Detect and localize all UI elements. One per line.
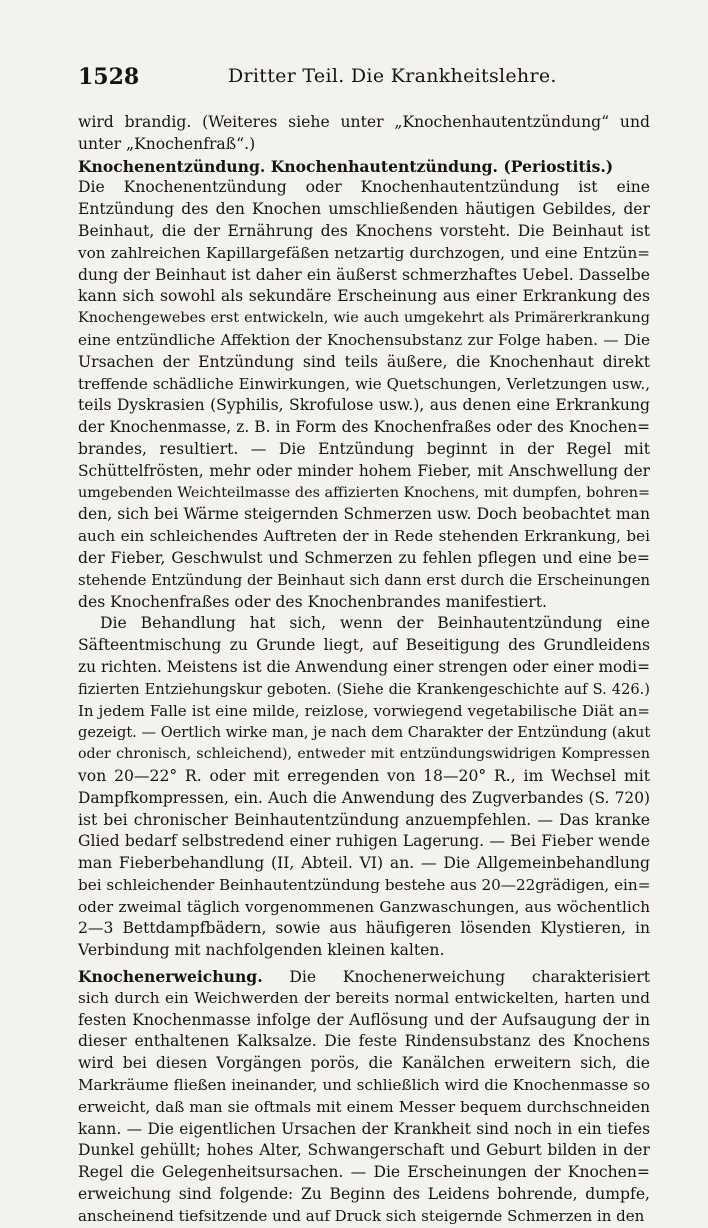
section-heading: Knochenentzündung. Knochenhautentzündung. (Periostitis.) <box>78 156 614 176</box>
body-text <box>78 112 650 1228</box>
text-line: des Knochenfraßes oder des Knochenbrandes manifestiert. <box>78 592 547 611</box>
text-line: auch ein schleichendes Auftreten der in Rede stehenden Erkrankung, bei <box>78 527 650 546</box>
text-line: bei schleichender Beinhautentzündung bestehe aus 20—22grädigen, ein= <box>78 875 651 894</box>
section-knochenerweichung <box>78 966 650 1228</box>
text-line: der Fieber, Geschwulst und Schmerzen zu fehlen pflegen und eine be= <box>78 548 650 567</box>
text-line: Verbindung mit nachfolgenden kleinen kalten. <box>78 941 445 960</box>
text-line: oder zweimal täglich vorgenommenen Ganzwaschungen, aus wöchentlich <box>78 897 650 916</box>
text-line: umgebenden Weichteilmasse des affizierten Knochens, mit dumpfen, bohren= <box>78 484 651 501</box>
text-line: 2—3 Bettdampfbädern, sowie aus häufigeren lösenden Klystieren, in <box>78 919 650 938</box>
text-line: treffende schädliche Einwirkungen, wie Quetschungen, Verletzungen usw., <box>78 374 650 393</box>
text-line: dung der Beinhaut ist daher ein äußerst schmerzhaftes Uebel. Dasselbe <box>78 265 650 284</box>
text-line: anscheinend tiefsitzende und auf Druck sich steigernde Schmerzen in den <box>78 1206 645 1225</box>
text-line: Ursachen der Entzündung sind teils äußere, die Knochenhaut direkt <box>78 352 650 371</box>
text-line: von zahlreichen Kapillargefäßen netzartig durchzogen, und eine Entzün= <box>78 243 650 262</box>
text-line: kann sich sowohl als sekundäre Erscheinung aus einer Erkrankung des <box>78 287 650 306</box>
text-line: Markräume fließen ineinander, und schließlich wird die Knochenmasse so <box>78 1076 650 1095</box>
text-line: Knochengewebes erst entwickeln, wie auch umgekehrt als Primärerkrankung <box>78 310 650 327</box>
text-line: In jedem Falle ist eine milde, reizlose, vorwiegend vegetabilische Diät an= <box>78 701 650 720</box>
text-line: sich durch ein Weichwerden der bereits normal entwickelten, harten und <box>78 988 650 1007</box>
text-line: eine entzündliche Affektion der Knochensubstanz zur Folge haben. — Die <box>78 330 650 349</box>
page-number: 1528 <box>78 64 140 90</box>
text-line: oder chronisch, schleichend), entweder mit entzündungswidrigen Kompressen <box>78 746 650 763</box>
text-line: Entzündung des den Knochen umschließenden häutigen Gebildes, der <box>78 200 650 219</box>
text-line: zu richten. Meistens ist die Anwendung einer strengen oder einer modi= <box>78 657 650 676</box>
text-line: brandes, resultiert. — Die Entzündung beginnt in der Regel mit <box>78 439 650 458</box>
text-line: der Knochenmasse, z. B. in Form des Knochenfraßes oder des Knochen= <box>78 418 650 437</box>
text-line: stehende Entzündung der Beinhaut sich dann erst durch die Erscheinungen <box>78 571 650 589</box>
text-line: wird bei diesen Vorgängen porös, die Kanälchen erweitern sich, die <box>78 1054 650 1073</box>
text-line: unter „Knochenfraß“.) <box>78 134 256 153</box>
text-line: wird brandig. (Weiteres siehe unter „Knochenhautentzündung“ und <box>78 113 650 131</box>
text-line: Glied bedarf selbstredend einer ruhigen Lagerung. — Bei Fieber wende <box>78 832 650 851</box>
paragraph-behandlung <box>78 613 650 962</box>
page-header <box>78 62 658 92</box>
text-line: Schüttelfrösten, mehr oder minder hohem Fieber, mit Anschwellung der <box>78 461 650 480</box>
text-line: dieser enthaltenen Kalksalze. Die feste Rindensubstanz des Knochens <box>78 1032 650 1051</box>
text-line: erweicht, daß man sie oftmals mit einem Messer bequem durchschneiden <box>78 1097 650 1116</box>
text-line: erweichung sind folgende: Zu Beginn des Leidens bohrende, dumpfe, <box>78 1185 650 1204</box>
text-line: Beinhaut, die der Ernährung des Knochens vorsteht. Die Beinhaut ist <box>78 221 650 240</box>
text-line-with-heading: Knochenerweichung. Die Knochenerweichung charakterisiert <box>78 967 650 987</box>
running-head: Dritter Teil. Die Krankheitslehre. <box>228 65 557 87</box>
text-line: fizierten Entziehungskur geboten. (Siehe die Krankengeschichte auf S. 426.) <box>78 680 650 698</box>
text-line: teils Dyskrasien (Syphilis, Skrofulose usw.), aus denen eine Erkrankung <box>78 396 650 415</box>
text-line: festen Knochenmasse infolge der Auflösung und der Aufsaugung der in <box>78 1010 650 1029</box>
section-knochenentzuendung <box>78 156 650 614</box>
text-line: den, sich bei Wärme steigernden Schmerzen usw. Doch beobachtet man <box>78 505 650 524</box>
section-heading-inline: Knochenerweichung. <box>78 967 263 987</box>
text-line: Säfteentmischung zu Grunde liegt, auf Beseitigung des Grundleidens <box>78 636 650 655</box>
paragraph <box>78 112 650 156</box>
text-line: von 20—22° R. oder mit erregenden von 18—20° R., im Wechsel mit <box>78 766 650 785</box>
text-line: Die Behandlung hat sich, wenn der Beinhautentzündung eine <box>100 614 650 633</box>
text-line: Dunkel gehüllt; hohes Alter, Schwangerschaft und Geburt bilden in der <box>78 1141 650 1160</box>
text-line: gezeigt. — Oertlich wirke man, je nach dem Charakter der Entzündung (akut <box>78 724 651 742</box>
text-line: Regel die Gelegenheitsursachen. — Die Erscheinungen der Knochen= <box>78 1163 650 1182</box>
text-line: ist bei chronischer Beinhautentzündung anzuempfehlen. — Das kranke <box>78 810 650 829</box>
text-line: Dampfkompressen, ein. Auch die Anwendung des Zugverbandes (S. 720) <box>78 788 650 807</box>
text-line: Die Knochenentzündung oder Knochenhautentzündung ist eine <box>78 178 650 197</box>
text-line: man Fieberbehandlung (II, Abteil. VI) an. — Die Allgemeinbehandlung <box>78 854 650 873</box>
text-line: kann. — Die eigentlichen Ursachen der Krankheit sind noch in ein tiefes <box>78 1119 650 1138</box>
